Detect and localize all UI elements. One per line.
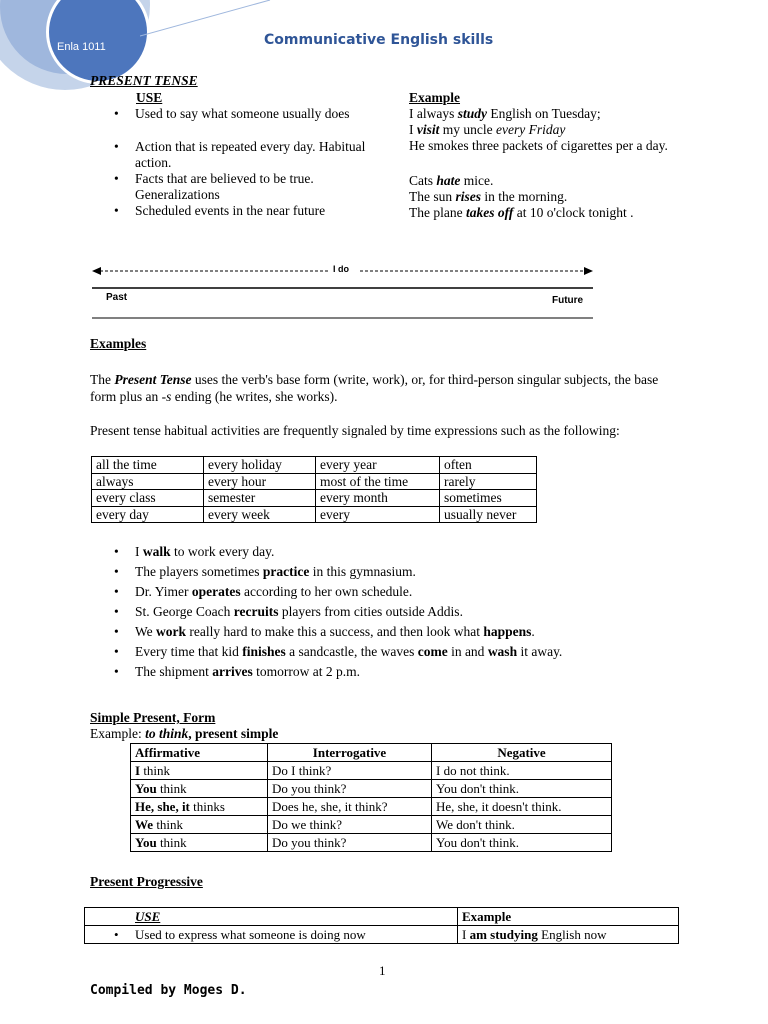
- interrogative-cell: Do I think?: [268, 762, 432, 780]
- list-item: • St. George Coach recruits players from cities outside Addis.: [90, 602, 730, 622]
- column-affirmative: Affirmative: [131, 744, 268, 762]
- table-row: [92, 457, 537, 474]
- example-header-cell: Example: [458, 908, 679, 926]
- table-row: [131, 834, 612, 852]
- affirmative-cell: We think: [131, 816, 268, 834]
- course-code: Enla 1011: [57, 41, 106, 53]
- use-item: • Action that is repeated every day. Habitual action.: [90, 139, 390, 171]
- interrogative-cell: Do we think?: [268, 816, 432, 834]
- table-cell: sometimes: [440, 490, 537, 507]
- simple-present-example: Example: to think, present simple: [90, 726, 279, 741]
- example-line: Cats hate mice.: [409, 173, 494, 188]
- page-number: 1: [379, 963, 386, 978]
- present-progressive-table: [84, 907, 679, 944]
- table-cell: every year: [316, 457, 440, 474]
- timeline-past-label: Past: [106, 292, 128, 303]
- example-sentence-list: [90, 542, 730, 682]
- header-diagonal-line: [140, 0, 280, 40]
- use-list: [90, 106, 390, 219]
- list-item: • I walk to work every day.: [90, 542, 730, 562]
- table-cell: most of the time: [316, 473, 440, 490]
- table-cell: every: [316, 506, 440, 523]
- column-interrogative: Interrogative: [268, 744, 432, 762]
- list-item: • The players sometimes practice in this gymnasium.: [90, 562, 730, 582]
- use-header-cell: USE: [85, 908, 458, 926]
- use-item: • Used to say what someone usually does: [90, 106, 390, 122]
- negative-cell: We don't think.: [432, 816, 612, 834]
- simple-present-heading: Simple Present, Form: [90, 710, 216, 725]
- document-title: Communicative English skills: [264, 32, 494, 48]
- table-row: [92, 473, 537, 490]
- list-item: • We work really hard to make this a success, and then look what happens.: [90, 622, 730, 642]
- table-cell: rarely: [440, 473, 537, 490]
- table-row: [92, 490, 537, 507]
- timeline-center-label: I do: [333, 264, 349, 274]
- present-examples: [409, 106, 668, 221]
- present-tense-heading: PRESENT TENSE: [90, 73, 198, 88]
- table-cell: semester: [204, 490, 316, 507]
- table-row: [131, 798, 612, 816]
- table-row: [85, 926, 679, 944]
- table-row: [131, 816, 612, 834]
- interrogative-cell: Does he, she, it think?: [268, 798, 432, 816]
- table-header-row: [85, 908, 679, 926]
- table-cell: every day: [92, 506, 204, 523]
- table-cell: all the time: [92, 457, 204, 474]
- list-item: • Dr. Yimer operates according to her own schedule.: [90, 582, 730, 602]
- compiled-by: Compiled by Moges D.: [90, 983, 247, 998]
- list-item: • Every time that kid finishes a sandcastle, the waves come in and wash it away.: [90, 642, 730, 662]
- negative-cell: You don't think.: [432, 780, 612, 798]
- list-item: • The shipment arrives tomorrow at 2 p.m.: [90, 662, 730, 682]
- example-cell: I am studying English now: [458, 926, 679, 944]
- example-line: I always study English on Tuesday;: [409, 106, 601, 121]
- affirmative-cell: You think: [131, 780, 268, 798]
- interrogative-cell: Do you think?: [268, 780, 432, 798]
- time-expression-table: [91, 456, 537, 523]
- column-negative: Negative: [432, 744, 612, 762]
- negative-cell: He, she, it doesn't think.: [432, 798, 612, 816]
- affirmative-cell: I think: [131, 762, 268, 780]
- table-cell: usually never: [440, 506, 537, 523]
- timeline-future-label: Future: [552, 295, 584, 306]
- use-cell: • Used to express what someone is doing now: [85, 926, 458, 944]
- example-line: The sun rises in the morning.: [409, 189, 568, 204]
- present-progressive-heading: Present Progressive: [90, 874, 203, 889]
- table-row: [92, 506, 537, 523]
- affirmative-cell: You think: [131, 834, 268, 852]
- negative-cell: I do not think.: [432, 762, 612, 780]
- table-row: [131, 762, 612, 780]
- table-cell: every month: [316, 490, 440, 507]
- habitual-paragraph: Present tense habitual activities are frequently signaled by time expressions such as the following:: [90, 423, 620, 438]
- example-line: He smokes three packets of cigarettes per a day.: [409, 138, 668, 153]
- use-item: • Facts that are believed to be true. Generalizations: [90, 171, 347, 203]
- example-line: I visit my uncle every Friday: [409, 122, 566, 137]
- table-cell: every holiday: [204, 457, 316, 474]
- affirmative-cell: He, she, it thinks: [131, 798, 268, 816]
- table-cell: every hour: [204, 473, 316, 490]
- examples-paragraph: The Present Tense uses the verb's base form (write, work), or, for third-person singular subjects, the base form plus an -s ending (he writes, she works).: [90, 372, 659, 404]
- negative-cell: You don't think.: [432, 834, 612, 852]
- use-heading: USE: [136, 90, 163, 105]
- example-line: The plane takes off at 10 o'clock tonight .: [409, 205, 634, 220]
- simple-present-form-table: [130, 743, 612, 852]
- table-cell: every class: [92, 490, 204, 507]
- table-row: [131, 780, 612, 798]
- table-header-row: [131, 744, 612, 762]
- table-cell: always: [92, 473, 204, 490]
- examples-heading: Examples: [90, 336, 147, 351]
- table-cell: every week: [204, 506, 316, 523]
- table-cell: often: [440, 457, 537, 474]
- example-heading: Example: [409, 90, 461, 105]
- use-item: • Scheduled events in the near future: [90, 203, 390, 219]
- interrogative-cell: Do you think?: [268, 834, 432, 852]
